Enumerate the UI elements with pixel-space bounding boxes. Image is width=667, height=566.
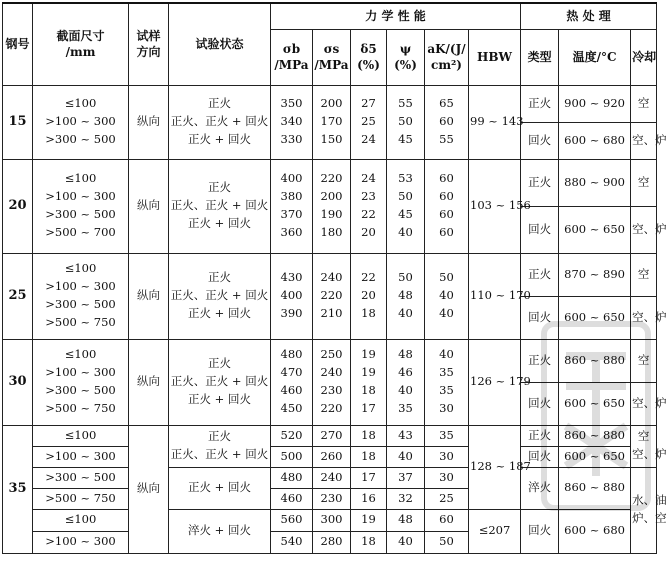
- table-row: [3, 446, 657, 467]
- value: 20: [361, 288, 376, 303]
- value: 340: [280, 114, 303, 129]
- ak-cell: 60: [425, 509, 469, 531]
- value: 22: [361, 207, 376, 221]
- hbw-cell: 103 ~ 156: [469, 159, 521, 253]
- value: 350: [280, 96, 303, 111]
- value: 45: [398, 207, 413, 221]
- d5-cell: 19: [351, 509, 387, 531]
- value: 240: [320, 365, 343, 380]
- ak-cell: 30: [425, 467, 469, 488]
- grade-cell: 20: [3, 159, 33, 253]
- grade-cell: 25: [3, 253, 33, 339]
- section-value: ≤100: [64, 96, 97, 111]
- state-value: 正火: [208, 180, 231, 195]
- section-cell: >300 ~ 500: [33, 467, 129, 488]
- header-sigma-b: σb /MPa: [271, 29, 313, 85]
- ak-cell: [425, 159, 469, 253]
- value: 24: [361, 171, 376, 186]
- value: 55: [398, 96, 413, 111]
- state-value: 正火 + 回火: [188, 131, 251, 146]
- sigma-s-cell: [313, 339, 351, 425]
- value: 220: [320, 288, 343, 303]
- value: 25: [361, 114, 376, 129]
- value: 200: [320, 189, 343, 204]
- table-body: [3, 85, 667, 553]
- ss-cell: 240: [313, 467, 351, 488]
- psi-cell: 43: [387, 425, 425, 446]
- table-row: [3, 159, 657, 206]
- value: 50: [398, 270, 413, 285]
- ak-cell: 25: [425, 488, 469, 509]
- sb-cell: 480: [271, 467, 313, 488]
- heat-temp-cell: 600 ~ 680: [559, 122, 631, 159]
- psi-cell: [387, 253, 425, 339]
- value: 460: [280, 383, 303, 397]
- heat-type-cell: 回火: [521, 446, 559, 467]
- d5-cell: 18: [351, 531, 387, 553]
- state-value: 正火 + 回火: [188, 391, 251, 406]
- section-value: >100 ~ 300: [45, 189, 116, 204]
- hbw-cell: 99 ~ 143: [469, 85, 521, 159]
- value: 40: [439, 305, 454, 320]
- sigma-b-cell: [271, 159, 313, 253]
- value: 210: [320, 305, 343, 320]
- section-cell: [33, 339, 129, 425]
- direction-cell: 纵向: [129, 339, 169, 425]
- section-value: ≤100: [64, 261, 97, 276]
- header-cooling: 冷却: [631, 29, 657, 85]
- grade-cell: 15: [3, 85, 33, 159]
- delta5-cell: [351, 339, 387, 425]
- state-value: 正火: [208, 356, 231, 371]
- value: 220: [320, 400, 343, 415]
- value: 50: [439, 270, 454, 285]
- section-value: ≤100: [64, 171, 97, 186]
- value: 50: [398, 189, 413, 204]
- header-heat-treatment: 热 处 理: [521, 3, 657, 29]
- value: 水、油: [632, 493, 667, 508]
- direction-cell: 纵向: [129, 253, 169, 339]
- grade-cell: 35: [3, 425, 33, 553]
- table-row: [3, 467, 657, 488]
- value: 35: [398, 400, 413, 415]
- heat-type-cell: 正火: [521, 425, 559, 446]
- value: 48: [398, 347, 413, 362]
- value: 55: [439, 131, 454, 146]
- value: 23: [361, 189, 376, 204]
- section-cell: ≤100: [33, 509, 129, 531]
- state-value: 正火、正火 + 回火: [170, 198, 269, 213]
- steel-properties-table: [2, 2, 667, 554]
- value: 45: [398, 131, 413, 146]
- value: 470: [280, 365, 303, 380]
- state-value: 正火 + 回火: [188, 305, 251, 320]
- hbw-cell: 126 ~ 179: [469, 339, 521, 425]
- value: 40: [398, 305, 413, 320]
- table-row: [3, 253, 657, 296]
- table-header: [3, 3, 657, 85]
- d5-cell: 16: [351, 488, 387, 509]
- value: 20: [361, 224, 376, 239]
- psi-cell: [387, 85, 425, 159]
- value: 380: [280, 189, 303, 204]
- section-cell: ≤100: [33, 425, 129, 446]
- value: 空、炉: [632, 447, 667, 461]
- value: 35: [439, 383, 454, 397]
- state-cell: [169, 85, 271, 159]
- heat-temp-cell: 600 ~ 650: [559, 446, 631, 467]
- ss-cell: 280: [313, 531, 351, 553]
- value: 40: [439, 288, 454, 303]
- hbw-cell: ≤207: [469, 509, 521, 553]
- section-value: >100 ~ 300: [45, 279, 116, 294]
- state-cell: 正火 + 回火: [169, 467, 271, 509]
- heat-type-cell: 淬火: [521, 467, 559, 509]
- ak-cell: [425, 253, 469, 339]
- header-sigma-s: σs /MPa: [313, 29, 351, 85]
- heat-type-cell: 正火: [521, 253, 559, 296]
- sb-cell: 460: [271, 488, 313, 509]
- section-value: >500 ~ 700: [45, 224, 116, 239]
- sigma-b-cell: [271, 339, 313, 425]
- section-cell: [33, 159, 129, 253]
- ss-cell: 300: [313, 509, 351, 531]
- value: 65: [439, 96, 454, 111]
- header-temp: 温度/°C: [559, 29, 631, 85]
- delta5-cell: [351, 159, 387, 253]
- heat-type-cell: 回火: [521, 382, 559, 425]
- value: 22: [361, 270, 376, 285]
- table-row: [3, 509, 657, 531]
- section-cell: >100 ~ 300: [33, 446, 129, 467]
- heat-type-cell: 回火: [521, 122, 559, 159]
- value: 空: [637, 429, 650, 444]
- heat-temp-cell: 870 ~ 890: [559, 253, 631, 296]
- header-hbw: HBW: [469, 29, 521, 85]
- value: 60: [439, 189, 454, 204]
- header-mechanical: 力 学 性 能: [271, 3, 521, 29]
- value: 60: [439, 114, 454, 129]
- header-grade: 钢号: [3, 3, 33, 85]
- value: 40: [398, 224, 413, 239]
- heat-temp-cell: 600 ~ 650: [559, 382, 631, 425]
- header-type: 类型: [521, 29, 559, 85]
- value: 360: [280, 224, 303, 239]
- value: 250: [320, 347, 343, 362]
- heat-cooling-cell: 空: [631, 339, 657, 382]
- table-row: [3, 339, 657, 382]
- value: 18: [361, 305, 376, 320]
- ak-cell: 30: [425, 446, 469, 467]
- value: 240: [320, 270, 343, 285]
- section-value: >300 ~ 500: [45, 297, 116, 311]
- value: 370: [280, 207, 303, 221]
- value: 150: [320, 131, 343, 146]
- value: 390: [280, 305, 303, 320]
- value: 220: [320, 171, 343, 186]
- heat-temp-cell: 900 ~ 920: [559, 85, 631, 122]
- header-delta5: δ5 (%): [351, 29, 387, 85]
- d5-cell: 17: [351, 467, 387, 488]
- state-value: 正火: [208, 270, 231, 285]
- value: 19: [361, 347, 376, 362]
- value: 46: [398, 365, 413, 380]
- psi-cell: [387, 159, 425, 253]
- state-value: 正火、正火 + 回火: [170, 288, 269, 303]
- table-row: [3, 425, 657, 446]
- heat-cooling-cell: 空: [631, 253, 657, 296]
- value: 炉、空: [632, 511, 667, 525]
- heat-cooling-cell: 空: [631, 85, 657, 122]
- ss-cell: 270: [313, 425, 351, 446]
- section-value: >300 ~ 500: [45, 207, 116, 221]
- value: 48: [398, 288, 413, 303]
- value: 230: [320, 383, 343, 397]
- heat-temp-cell: 860 ~ 880: [559, 339, 631, 382]
- ss-cell: 260: [313, 446, 351, 467]
- value: 170: [320, 114, 343, 129]
- state-value: 正火: [208, 96, 231, 111]
- state-cell: [169, 425, 271, 467]
- hbw-cell: 128 ~ 187: [469, 425, 521, 509]
- ak-cell: [425, 85, 469, 159]
- heat-temp-cell: 860 ~ 880: [559, 425, 631, 446]
- section-value: >100 ~ 300: [45, 114, 116, 129]
- header-ak: aK/(J/ cm²): [425, 29, 469, 85]
- state-value: 正火、正火 + 回火: [170, 447, 269, 461]
- state-cell: [169, 339, 271, 425]
- header-state: 试验状态: [169, 3, 271, 85]
- heat-type-cell: 正火: [521, 85, 559, 122]
- section-value: ≤100: [64, 347, 97, 362]
- heat-temp-cell: 600 ~ 650: [559, 206, 631, 253]
- ak-cell: [425, 339, 469, 425]
- value: 400: [280, 288, 303, 303]
- delta5-cell: [351, 85, 387, 159]
- psi-cell: 32: [387, 488, 425, 509]
- heat-cooling-cell: 空: [631, 159, 657, 206]
- value: 450: [280, 400, 303, 415]
- header-direction: 试样 方向: [129, 3, 169, 85]
- sigma-b-cell: [271, 253, 313, 339]
- heat-type-cell: 回火: [521, 509, 559, 553]
- heat-cooling-cell: [631, 467, 667, 553]
- heat-temp-cell: 600 ~ 650: [559, 296, 631, 339]
- sb-cell: 560: [271, 509, 313, 531]
- heat-cooling-cell: 空、炉: [631, 382, 657, 425]
- section-value: >500 ~ 750: [45, 400, 116, 415]
- value: 50: [398, 114, 413, 129]
- value: 430: [280, 270, 303, 285]
- section-value: >300 ~ 500: [45, 383, 116, 397]
- section-cell: >500 ~ 750: [33, 488, 129, 509]
- heat-temp-cell: 860 ~ 880: [559, 467, 631, 509]
- value: 200: [320, 96, 343, 111]
- sigma-s-cell: [313, 159, 351, 253]
- sigma-s-cell: [313, 253, 351, 339]
- header-section: 截面尺寸 /mm: [33, 3, 129, 85]
- value: 24: [361, 131, 376, 146]
- value: 60: [439, 171, 454, 186]
- state-cell: [169, 159, 271, 253]
- section-value: >100 ~ 300: [45, 365, 116, 380]
- sb-cell: 540: [271, 531, 313, 553]
- state-value: 正火 + 回火: [188, 215, 251, 230]
- value: 480: [280, 347, 303, 362]
- heat-type-cell: 正火: [521, 339, 559, 382]
- psi-cell: 37: [387, 467, 425, 488]
- psi-cell: 40: [387, 446, 425, 467]
- heat-temp-cell: 600 ~ 680: [559, 509, 631, 553]
- sb-cell: 520: [271, 425, 313, 446]
- ak-cell: 35: [425, 425, 469, 446]
- value: 60: [439, 207, 454, 221]
- table-row: [3, 85, 657, 122]
- hbw-cell: 110 ~ 170: [469, 253, 521, 339]
- heat-type-cell: 回火: [521, 296, 559, 339]
- section-value: >500 ~ 750: [45, 314, 116, 329]
- heat-cooling-cell: 空、炉: [631, 206, 657, 253]
- value: 400: [280, 171, 303, 186]
- heat-type-cell: 回火: [521, 206, 559, 253]
- heat-cooling-cell: 空、炉: [631, 122, 657, 159]
- value: 60: [439, 224, 454, 239]
- section-cell: [33, 253, 129, 339]
- direction-cell: 纵向: [129, 425, 169, 553]
- heat-temp-cell: 880 ~ 900: [559, 159, 631, 206]
- ss-cell: 230: [313, 488, 351, 509]
- state-value: 正火、正火 + 回火: [170, 114, 269, 129]
- sigma-s-cell: [313, 85, 351, 159]
- psi-cell: [387, 339, 425, 425]
- delta5-cell: [351, 253, 387, 339]
- state-cell: [169, 253, 271, 339]
- value: 17: [361, 400, 376, 415]
- header-psi: ψ (%): [387, 29, 425, 85]
- heat-type-cell: 正火: [521, 159, 559, 206]
- value: 35: [439, 365, 454, 380]
- state-cell: 淬火 + 回火: [169, 509, 271, 553]
- sb-cell: 500: [271, 446, 313, 467]
- ak-cell: 50: [425, 531, 469, 553]
- direction-cell: 纵向: [129, 159, 169, 253]
- value: 30: [439, 400, 454, 415]
- value: 330: [280, 131, 303, 146]
- heat-cooling-cell: 空、炉: [631, 296, 657, 339]
- heat-cooling-cell: [631, 425, 667, 467]
- value: 40: [398, 383, 413, 397]
- section-cell: >100 ~ 300: [33, 531, 129, 553]
- value: 27: [361, 96, 376, 111]
- psi-cell: 48: [387, 509, 425, 531]
- state-value: 正火: [208, 429, 231, 444]
- value: 18: [361, 383, 376, 397]
- grade-cell: 30: [3, 339, 33, 425]
- value: 190: [320, 207, 343, 221]
- value: 19: [361, 365, 376, 380]
- value: 180: [320, 224, 343, 239]
- psi-cell: 40: [387, 531, 425, 553]
- d5-cell: 18: [351, 425, 387, 446]
- value: 53: [398, 171, 413, 186]
- section-cell: [33, 85, 129, 159]
- section-value: >300 ~ 500: [45, 131, 116, 146]
- direction-cell: 纵向: [129, 85, 169, 159]
- value: 40: [439, 347, 454, 362]
- d5-cell: 18: [351, 446, 387, 467]
- state-value: 正火、正火 + 回火: [170, 374, 269, 389]
- sigma-b-cell: [271, 85, 313, 159]
